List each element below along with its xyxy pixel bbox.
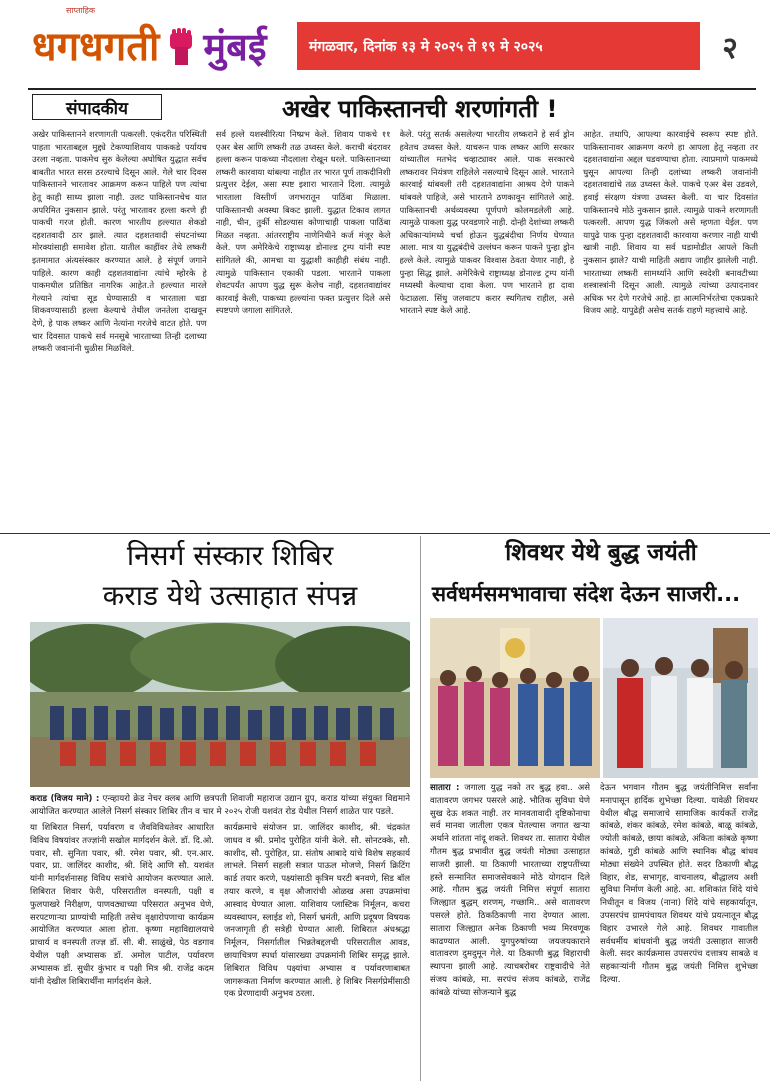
page-number: २ [722,30,738,66]
left-article-lead [30,793,410,820]
issue-date: मंगळवार, दिनांक १३ मे २०२५ ते १९ मे २०२५ [309,38,543,55]
group-photo-camp [30,622,410,787]
photo-buddha-jayanti-group [430,618,600,778]
right-article-byline: सातारा : [430,783,460,793]
section-divider [0,533,770,534]
editorial-column: केले. परंतु सतर्क असलेल्या भारतीय लष्कराने हे सर्व ड्रोन हवेतच उध्वस्त केले. याचरून पाक लष्कर आणि सरकार यांच्यातील मतभेद चव्हाट्यावर आले. पाक सरकारचे लष्करावर नियंत्रण राहिलेले नसल्याचे दिसून आले. भारताने कारवाई थांबवली तरी दहशतवाद्यांना आश्रय देणे पाकने थांबवले पाहिजे, असे भारताने ठणकावून सांगितले आहे. पाकिस्तानची अर्थव्यवस्था पूर्णपणे कोलमडलेली आहे. त्यामुळे पाकला युद्ध परवडणारे नाही. दोन्ही देशांच्या लष्करी अधिकाऱ्यांमध्ये चर्चा होऊन युद्धबंदीचा निर्णय घेण्यात आला. मात्र या युद्धबंदीचे उल्लंघन करून पाकने पुन्हा ड्रोन हल्ले केले. त्यामुळे पाकवर विश्वास ठेवता येणार नाही, हे पुन्हा सिद्ध झाले. अमेरिकेचे राष्ट्राध्यक्ष डोनाल्ड ट्रम्प यांनी मध्यस्थी केल्याचा दावा केला. पण भारताने हा दावा फेटाळला. सिंधु जलवाटप करार स्थगितच राहील, असे भारताने स्पष्ट केले आहे. [399,129,575,316]
right-article-column: देऊन भगवान गौतम बुद्ध जयंतीनिमित्त सर्वांना मनापासून हार्दिक शुभेच्छा दिल्या. यावेळी शिवथर येथील बौद्ध समाजाचे सामाजिक कार्यकर्ते राजेंद्र कांबळे, शंकर कांबळे, रमेश कांबळे, बाळू कांबळे, ज्योती कांबळे, छाया कांबळे, अंकिता कांबळे कृष्णा कांबळे, गुडी कांबळे आणि स्थानिक बौद्ध बांधव मोठ्या संख्येने उपस्थित होते. सदर ठिकाणी बौद्ध विहार, शेड, सभागृह, वाचनालय, बौद्धालय अशी सुविधा निर्माण केली आहे. आ. शशिकांत शिंदे यांचे निधीतून व विजय (नाना) शिंदे यांचे सहकार्यातून, उपसरपंच ग्रामपंचायत शिवथर यांचे प्रयत्नातून बौद्ध विहार उभारले गेले आहे. शिवथर गावातील सर्वधर्मीय बांधवांनी बुद्ध जयंती उत्साहात साजरी केली. सदर कार्यक्रमास उपसरपंच दत्तात्रय साबळे व सहकाऱ्यांनी गौतम बुद्ध जयंती निमित्त शुभेच्छा दिल्या. [600,783,758,985]
left-article-lead-text: एन्व्हायरो क्रेड नेचर क्लब आणि छत्रपती शिवाजी महाराज उद्यान ग्रुप, कराड यांच्या संयुक्त विद्यमाने आयोजित करण्यात आलेले निसर्ग संस्कार शिबिर तीन व चार मे २०२५ रोजी यशवंत रोड येथील निसर्ग शाळेत पार पडले. [30,794,410,817]
editorial-column: आहेत. तथापि, आपल्या कारवाईचे स्वरूप स्पष्ट होते. पाकिस्तानावर आक्रमण करणे हा आपला हेतू नव्हता तर दहशतवाद्यांना अद्दल घडवण्याचा होता. त्याप्रमाणे पाकमध्ये घुसून आपल्या तिन्ही दलांच्या लष्करी जवानांनी दहशतवाद्यांचे तळ उध्वस्त केले. पाकचे एअर बेस उडवले, हवाई संरक्षण यंत्रणा उध्वस्त केली. या चार दिवसांत पाकिस्तानचे मोठे नुकसान झाले. त्यामुळे पाकने शरणागती पत्करली. आपण युद्ध जिंकलो असे म्हणता येईल. पण यापुढे पाक पुन्हा दहशतवादी कारवाया करणार नाही याची खात्री नाही. शिवाय या सर्व घडामोडीत आपले किती नुकसान झाले? याची माहिती अद्याप जाहीर झालेली नाही. भारताच्या लष्करी सामर्थ्याने आणि स्वदेशी बनावटीच्या शस्त्रास्त्रांनी दिसून आली. त्यामुळे त्यांच्या उत्पादनावर अधिक भर देणे गरजेचे आहे. हा आत्मनिर्भरतेचा एकप्रकारे विजय आहे. यापुढेही असेच सतर्क राहणे महत्त्वाचे आहे. [583,129,758,316]
date-banner [297,22,700,70]
left-article-byline: कराड (विजय माने) : [30,794,100,804]
editorial-headline: अखेर पाकिस्तानची शरणांगती ! [282,95,558,123]
left-headline-line1: निसर्ग संस्कार शिबिर [126,539,334,572]
left-headline-line2: कराड येथे उत्साहात संपन्न [102,579,358,612]
left-article-column: कार्यक्रमाचे संयोजन प्रा. जालिंदर काशीद, श्री. चंद्रकांत जाधव व श्री. प्रमोद पुरोहित यांनी केले. सौ. सोनटक्के, सौ. काशीद, सौ. पुरोहित, प्रा. संतोष आबादे यांचे विशेष सहकार्य लाभले. निसर्ग सहली सत्रात पाऊल मोजणे, निसर्ग क्रिटिंग कार्ड तयार करणे, पक्ष्यांसाठी कृत्रिम घरटी बनवणे, सिड बॉल तयार करणे, व वृक्ष औजारांची ओळख असा उपक्रमांचा आस्वाद घेण्यात आला. याशिवाय प्लास्टिक निर्मूलन, कचरा व्यवस्थापन, स्लाईड शो, निसर्ग भ्रमंती, आणि प्रदूषण विषयक जनजागृती ही सत्रेही घेण्यात आली. शिबिरात अंधश्रद्धा निर्मूलन, निसर्गातील भिन्नतेबद्दलची परिसरातील आवड, छायाचित्रण स्पर्धा यांसारख्या उपक्रमांनी शिबिर समृद्ध झाले. शिबिरात विविध पक्ष्यांचा अभ्यास व पर्यावरणाबाबत जागरूकता निर्माण करण्यात आली. हे शिबिर निसर्गप्रेमींसाठी एक प्रेरणादायी अनुभव ठरला. [224,823,410,1000]
raised-fist-icon [163,27,199,67]
editorial-section-label: संपादकीय [32,94,162,120]
right-article-headline-line1: शिवथर येथे बुद्ध जयंती [505,540,697,566]
editorial-body [32,128,758,531]
photo-felicitation [603,618,758,778]
right-article-column-text: जगाला युद्ध नको तर बुद्ध हवा.. असे वातावरण जगभर पसरले आहे. भौतिक सुविधा घेणे सुख देऊ शकत नाही. तर मानवतावादी दृष्टिकोनाचा सर्व मानवा जातीला एकत्र घेतल्यास जगात खऱ्या अर्थाने शांतता नांदू शकते. शिवथर ता. सातारा येथील गौतम बुद्ध प्रभावीत बुद्ध जयंती मोठ्या उत्साहात साजरी झाली. या ठिकाणी भारताच्या राष्ट्रपतींच्या हस्ते सन्मानित समाजसेवकाने मोठे योगदान दिले आहे. गौतम बुद्ध जयंती निमित्त संपूर्ण सातारा जिल्ह्यात बुद्धम् शरणम्, गच्छामि.. असे वातावरण पसरले होते. ठिकठिकाणी नारा देण्यात आला. सातारा जिल्ह्यात अनेक ठिकाणी भव्य मिरवणूक काढण्यात आली. युगपुरुषांच्या जयजयकाराने वातावरण दुमदुमून गेले. या ठिकाणी बुद्ध विहाराची स्थापना झाली आहे. त्याचबरोबर राष्ट्रवादीचे नेते संजय कांबळे, मा. सरपंच संजय कांबळे, राजेंद्र कांबळे यांच्या सोजन्याने बुद्ध [430,783,590,998]
left-article-headline [40,536,420,616]
logo-text-mumbai: मुंबई [203,25,267,69]
right-article-column [430,782,590,1077]
masthead-divider [28,88,756,90]
editorial-column: सर्व हल्ले यशस्वीरित्या निष्प्रभ केले. शिवाय पाकचे ११ एअर बेस आणि लष्करी तळ उध्वस्त केले. कराची बंदरावर हल्ला करून पाकच्या नौदलाला रोखून धरले. पाकिस्तानच्या लष्करी कारवाया थांबल्या नाहीत तर भारत पूर्ण ताकदीनिशी प्रत्युत्तर देईल, असा स्पष्ट इशारा भारताने दिला. त्यामुळे भारताला विस्तीर्ण जगभरातून पाठिंबा मिळाला. पाकिस्तानची अवस्था बिकट झाली. युद्धात टिकाव लागत नाही, चीन, तुर्की सोडल्यास कोणाचाही पाकला पाठिंबा मिळत नव्हता. आंतरराष्ट्रीय नाणेनिधीने कर्ज मंजूर केले केले. पण अमेरिकेचे राष्ट्राध्यक्ष डोनाल्ड ट्रम्प यांनी स्पष्ट सांगितले की, आमचा या युद्धाशी काहीही संबंध नाही. त्यामुळे पाकिस्तान एकाकी पडला. भारताने पाकला शेवटपर्यंत आपण युद्ध सुरू केलेच नाही, दहशतवाद्यांवर कारवाई केली, पाकच्या हल्ल्यांना फक्त प्रत्युत्तर दिले असे स्पष्टपणे जगाला सांगितले. [215,129,391,316]
logo-text-dhagdhagati: धगधगती [32,24,160,70]
left-article-column: या शिबिरात निसर्ग, पर्यावरण व जैवविविधतेवर आधारित विविध विषयांवर तज्ज्ञांनी सखोल मार्गदर्शन केले. डॉ. दि.ओ. पवार, सौ. सुनिता पवार, श्री. रमेश पवार, श्री. एन.आर. पवार, प्रा. जालिंदर काशीद, श्री. शिंदे आणि सौ. यशवंत यांनी मार्गदर्शनासह विविध सत्रांचे आयोजन करण्यात आले. शिबिरात शिवार फेरी, परिसरातील वनस्पती, पक्षी व फुलपाखरे निरीक्षण, पाणवठ्याच्या परिसरात अनुभव घेणे, सरपटणाऱ्या प्राण्यांची माहिती तसेच वृक्षारोपणाचा कार्यक्रम आयोजित करण्यात आला होता. कृष्णा महाविद्यालयाचे प्राचार्य व वनस्पती तज्ज्ञ डॉ. सी. बी. साळुंखे, पेठ वडगाव येथील पक्षी अभ्यासक डॉ. अमोल पाटील, पर्यावरण अभ्यासक डॉ. सुधीर कुंभार व पक्षी मित्र श्री. राजेंद्र कदम यांनी देखील शिबिरार्थींना मार्गदर्शन केले. [30,823,214,987]
editorial-column: अखेर पाकिस्तानने शरणागती पत्करली. एकंदरीत परिस्थिती पाहता भारताबद्दल मुद्द्ये टेकण्याशिवाय पाककडे पर्यायच उरला नव्हता. पाकमेच सुरु केलेल्या अघोषित युद्धात सर्वच बाबतीत भारत सरस ठरल्याचे दिसून आले. गेले चार दिवस पाकिस्तानने भारतावर आक्रमण करून पाहिले पण त्यांचा हेतू काही साध्य झाला नाही. उलट पाकिस्तानचेच यात अपरिमित नुकसान झाले. परंतु भारतावर हल्ला करणे ही पाकची गरज होती. कारण भारतीय हल्ल्यात शेकडो दहशतवादी ठार झाले. त्यात दहशतवादी संघटनांच्या मोरक्यांसाही समावेश होता. यातील काहींवर तेथे लष्करी इतमामात अंत्यसंस्कार करण्यात आले. हे संपूर्ण जगाने पाहिले. कारण काही दहशतवाद्यांना त्यांचे म्होरके हे पाकमधील प्रतिष्ठित नागरिक आहेत.ते हल्ल्यात मारले गेल्याने त्यांचा सूड घेण्यासाठी व भारताला धडा शिकवण्यासाठी हल्ला केल्याचे तेथील जनतेला दाखवून देणे, हे पाक लष्कर आणि नेत्यांना गरजेचे वाटत होते. पण चार दिवसात पाकचे सर्व मनसुबे भारताच्या तिन्ही दलाच्या लष्करी जवानांनी धुळीस मिळविले. [32,129,207,354]
masthead [0,0,770,92]
newspaper-logo [32,20,267,74]
masthead-tagline: साप्ताहिक [66,6,96,15]
column-divider [420,536,421,1081]
right-article-headline-line2: सर्वधर्मसमभावाचा संदेश देऊन साजरी... [431,582,741,606]
